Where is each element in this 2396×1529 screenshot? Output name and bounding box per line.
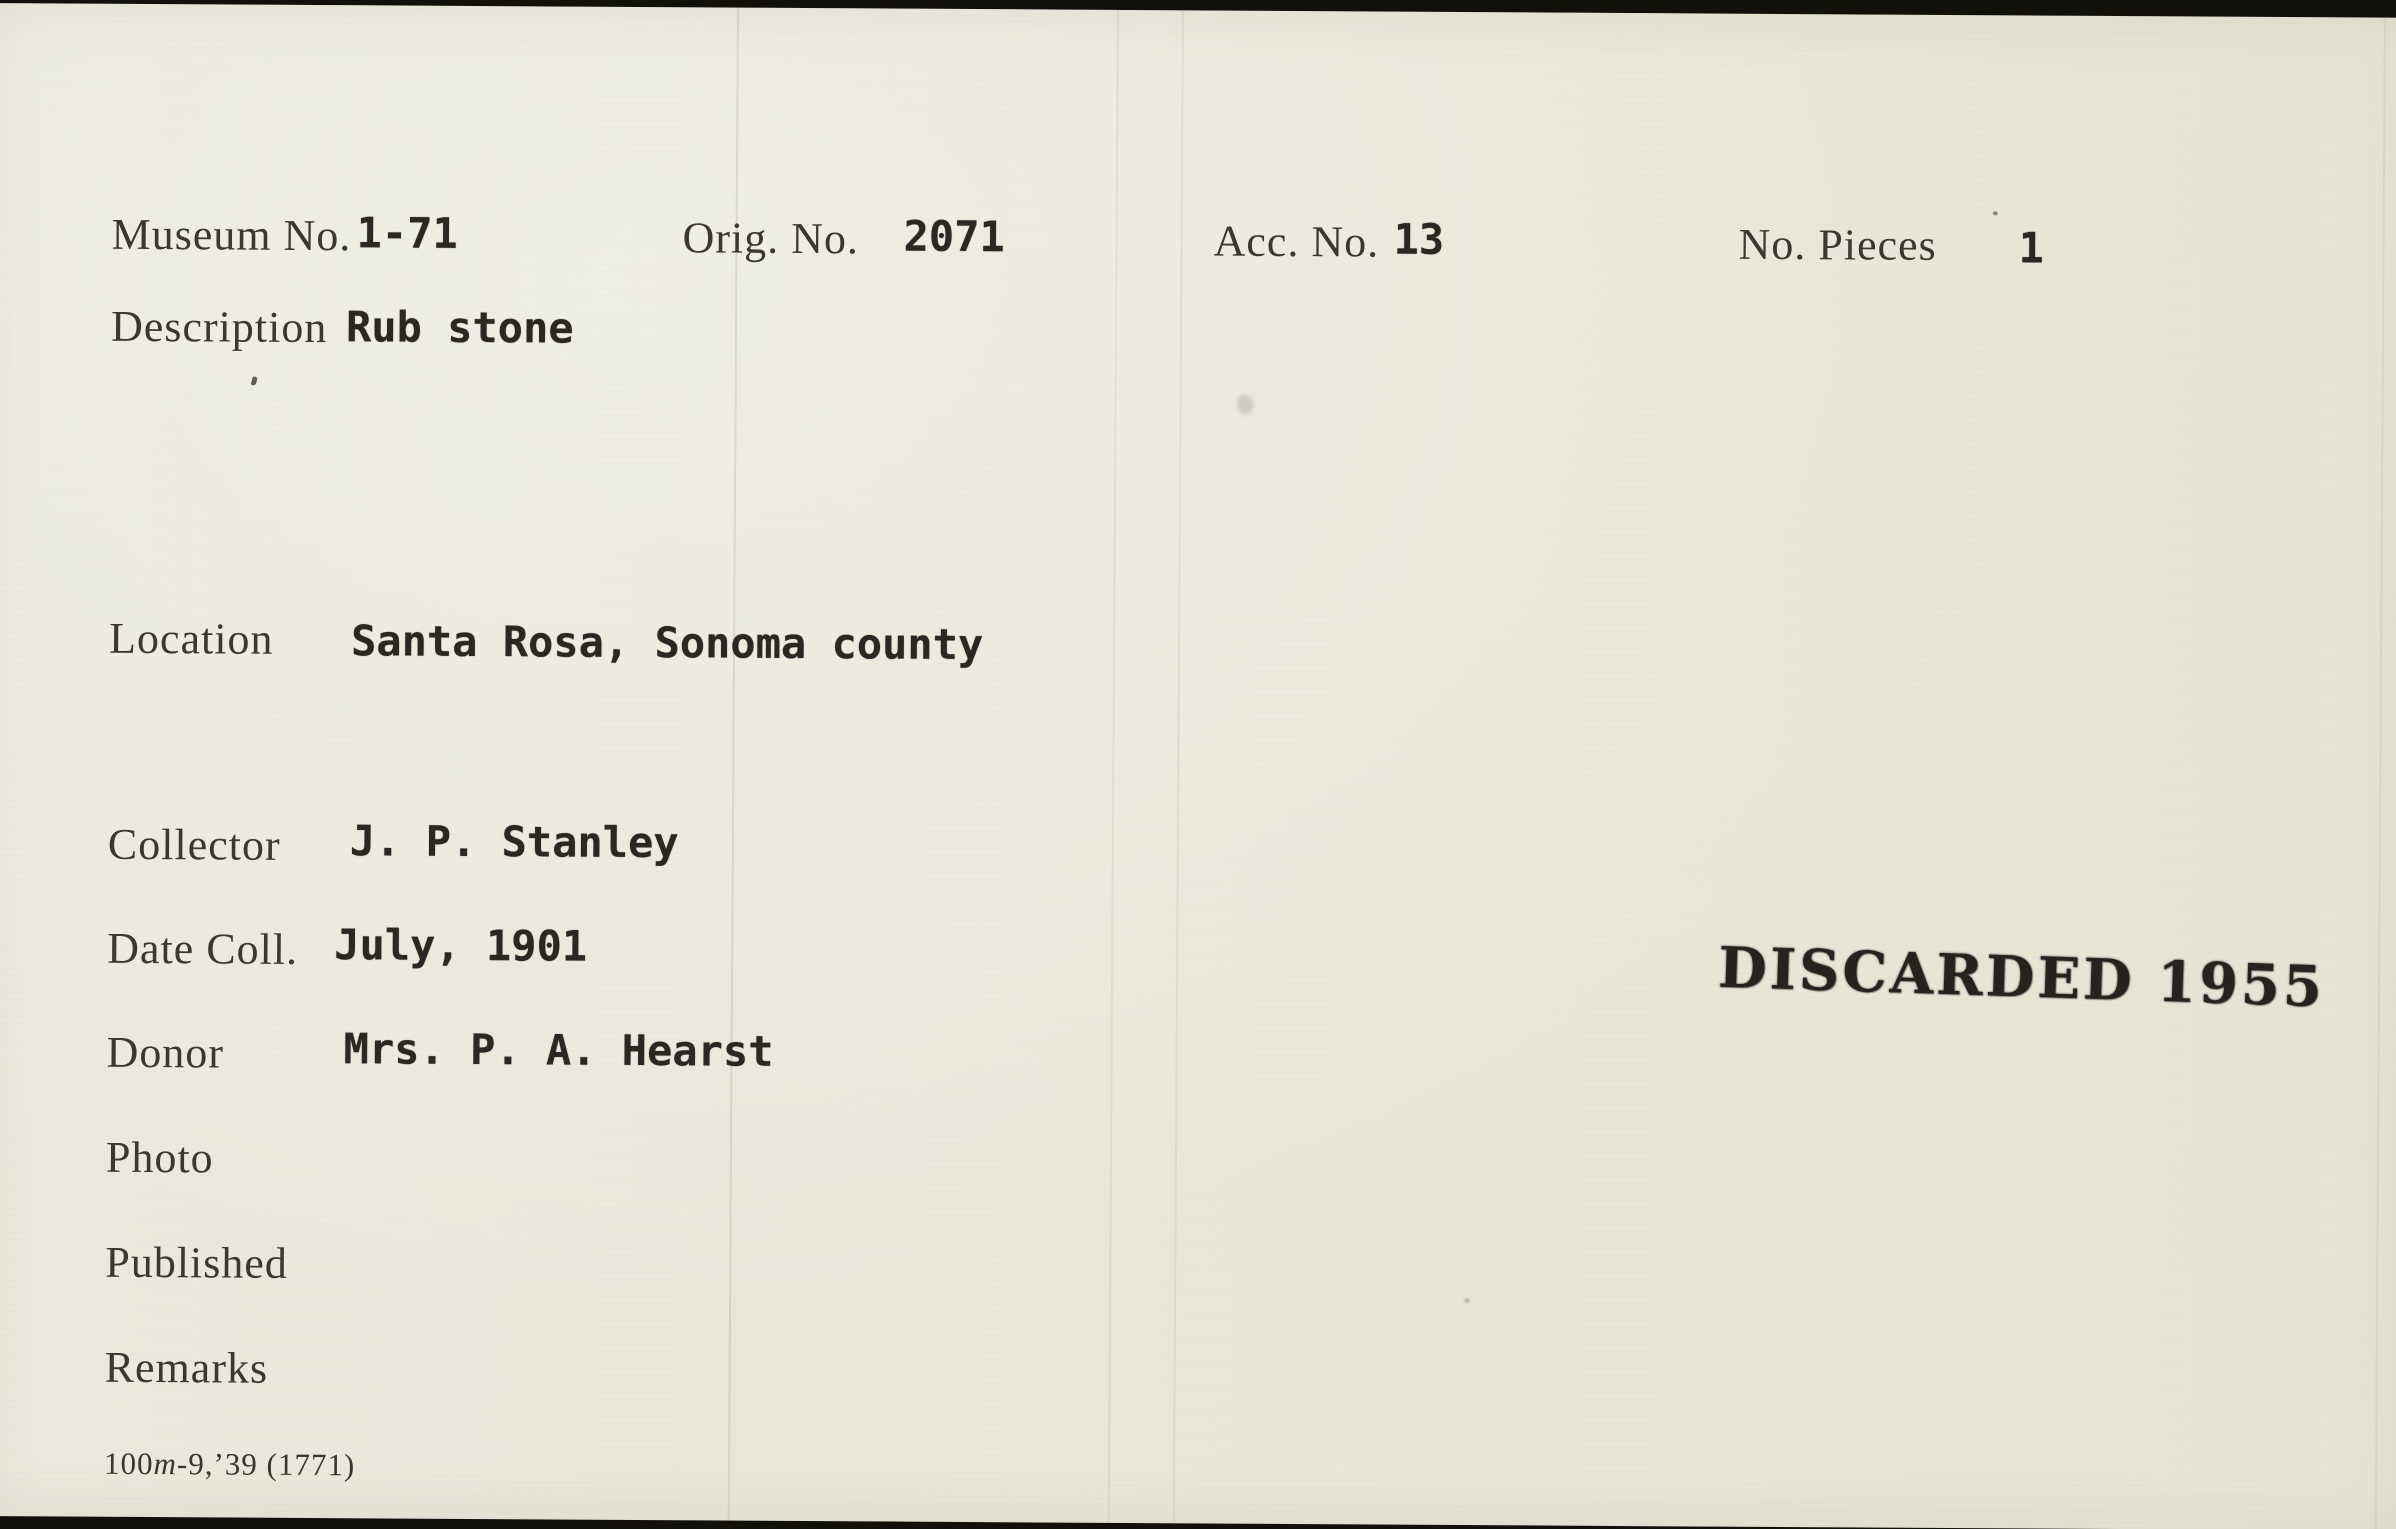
paper-fold-line [1173, 10, 1184, 1523]
print-code-prefix: 100 [103, 1445, 154, 1482]
collector-label: Collector [107, 819, 281, 870]
print-code [104, 1446, 355, 1484]
no-pieces-value: 1 [2018, 223, 2044, 273]
paper-fold-line [2375, 18, 2386, 1529]
collector-value: J. P. Stanley [349, 816, 679, 868]
print-code-italic-m: m [153, 1446, 178, 1482]
museum-no-label: Museum No. [111, 209, 352, 261]
ink-speck [1464, 1298, 1470, 1303]
paper-fold-line [1108, 10, 1119, 1523]
location-label: Location [108, 613, 274, 664]
print-code-suffix: -9,’39 (1771) [176, 1446, 356, 1483]
donor-label: Donor [106, 1027, 225, 1078]
discarded-stamp: DISCARDED 1955 [1717, 934, 2326, 1021]
date-coll-value: July, 1901 [334, 920, 588, 971]
ink-speck [251, 376, 258, 386]
description-label: Description [110, 301, 328, 353]
donor-value: Mrs. P. A. Hearst [343, 1024, 774, 1076]
published-label: Published [105, 1237, 289, 1288]
orig-no-label: Orig. No. [682, 213, 860, 264]
ink-speck [1993, 211, 1998, 215]
catalog-card [0, 3, 2396, 1529]
date-coll-label: Date Coll. [107, 923, 299, 974]
acc-no-value: 13 [1393, 214, 1445, 264]
orig-no-value: 2071 [903, 211, 1005, 262]
location-value: Santa Rosa, Sonoma county [350, 616, 984, 670]
paper-smudge [1238, 395, 1254, 415]
description-value: Rub stone [345, 302, 574, 353]
remarks-label: Remarks [104, 1342, 269, 1393]
photo-label: Photo [105, 1132, 214, 1183]
no-pieces-label: No. Pieces [1738, 219, 1937, 270]
acc-no-label: Acc. No. [1213, 216, 1380, 267]
museum-no-value: 1-71 [356, 208, 458, 258]
